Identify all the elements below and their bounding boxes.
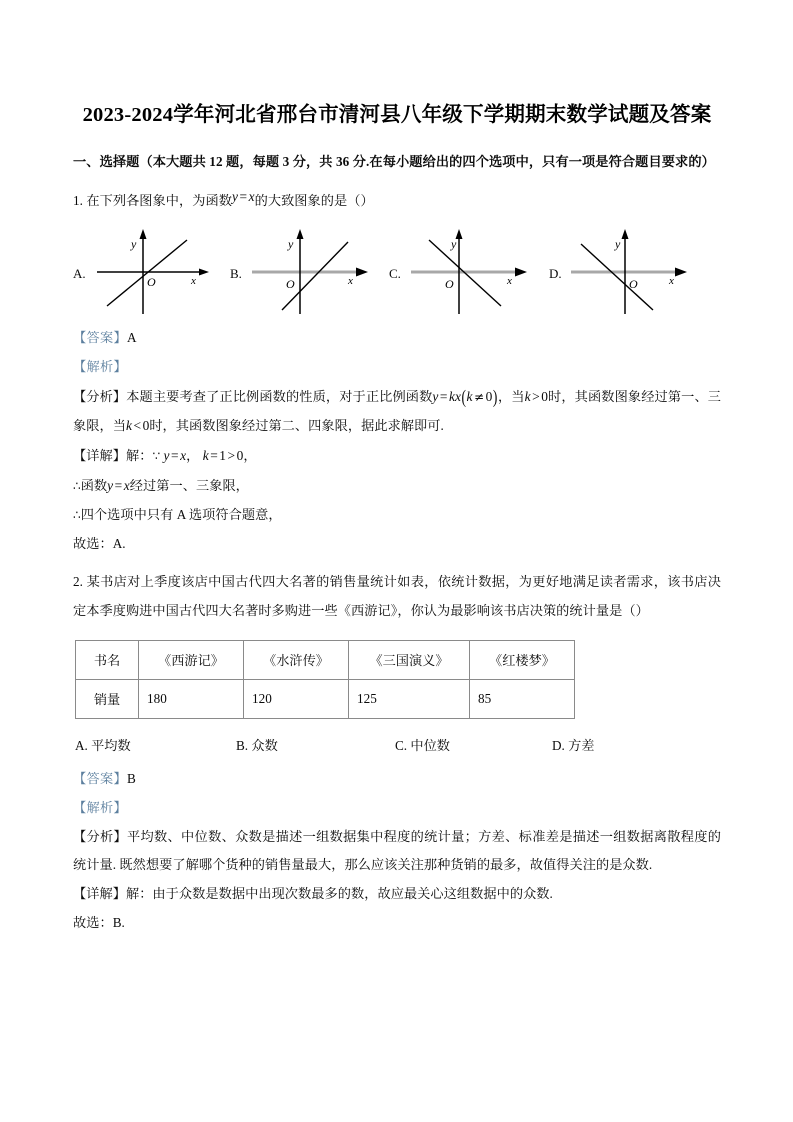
graph-option-b[interactable] <box>230 226 380 318</box>
svg-text:x: x <box>669 275 674 288</box>
question-1-fenxi <box>73 382 721 442</box>
svg-text:O: O <box>629 277 638 292</box>
because-icon: ∵ <box>152 449 161 464</box>
page-title: 2023-2024学年河北省邢台市清河县八年级下学期期末数学试题及答案 <box>82 104 712 126</box>
graph-option-d-label: D. <box>549 266 562 282</box>
table-cell-book-1: 《水浒传》 <box>244 640 349 679</box>
question-1-stem-after: 的大致图象的是（） <box>254 193 374 209</box>
graph-option-a[interactable] <box>73 226 223 318</box>
choice-a-key: A. <box>75 737 88 753</box>
question-2-fenxi-tag: 【分析】 <box>73 828 128 844</box>
question-1-xiangjie-line2-math: y = x <box>107 478 130 494</box>
graph-option-c[interactable] <box>389 226 539 318</box>
graph-option-c-label: C. <box>389 266 401 282</box>
page-content <box>73 96 721 938</box>
svg-text:O: O <box>445 277 454 292</box>
table-row-header <box>76 640 575 679</box>
question-2-answer-tag: 【答案】 <box>73 770 127 786</box>
choice-c[interactable] <box>395 735 450 754</box>
svg-text:y: y <box>615 237 621 252</box>
choice-b-label: 众数 <box>251 737 278 753</box>
analysis-label: 【解析】 <box>73 358 127 374</box>
section-heading: 一、选择题（本大题共 12 题，每题 3 分，共 36 分.在每小题给出的四个选项中，只有一项是符合题目要求的） <box>73 153 715 169</box>
question-1-xiangjie-line2-before: 函数 <box>80 478 108 494</box>
question-2-stem-text: 某书店对上季度该店中国古代四大名著的销售量统计如表，依统计数据，为更好地满足读者需求，该书店决定本季度购进中国古代四大名著时多购进一些《西游记》，你认为最影响该书店决策的统计量是（） <box>73 574 721 619</box>
question-2-stem <box>73 568 721 626</box>
table-cell-sales-1: 120 <box>244 679 349 718</box>
table-cell-sales-0: 180 <box>139 679 244 718</box>
svg-text:O: O <box>286 277 295 292</box>
question-1-fenxi-math-1: y = kx(k ≠ 0) <box>432 385 498 408</box>
question-1-figures <box>73 226 721 318</box>
question-1-xiangjie-math-2: k = 1 > 0 <box>202 448 244 464</box>
question-1-fenxi-tag: 【分析】 <box>73 388 127 404</box>
therefore-icon: ∴ <box>73 479 81 494</box>
question-1-xiangjie-line-2 <box>73 471 721 501</box>
question-2-xiangjie <box>73 880 721 909</box>
table-cell-book-3: 《红楼梦》 <box>470 640 575 679</box>
choice-c-label: 中位数 <box>410 737 450 753</box>
svg-text:O: O <box>147 275 156 290</box>
question-1-xiangjie-line-3 <box>73 501 721 530</box>
question-1-number: 1. <box>73 193 83 209</box>
graph-option-c-axes <box>407 226 535 318</box>
graph-option-d-axes <box>567 226 695 318</box>
question-1-stem-before: 在下列各图象中，为函数 <box>86 193 232 209</box>
graph-option-a-label: A. <box>73 266 86 282</box>
svg-text:y: y <box>288 237 294 252</box>
question-1-fenxi-text-2: ，当 <box>497 388 525 404</box>
graph-option-b-label: B. <box>230 266 242 282</box>
question-2-conclusion: 故选：B. <box>73 914 125 930</box>
question-1-xiangjie-tag: 【详解】 <box>73 448 126 464</box>
svg-text:x: x <box>348 275 353 288</box>
question-2-choices <box>73 735 721 765</box>
table-cell-book-2: 《三国演义》 <box>349 640 470 679</box>
svg-text:y: y <box>451 237 457 252</box>
choice-a[interactable] <box>75 735 131 754</box>
svg-text:x: x <box>507 275 512 288</box>
question-1-stem-math: y = x <box>231 189 255 205</box>
question-2-xiangjie-tag: 【详解】 <box>73 886 126 902</box>
graph-option-d[interactable] <box>549 226 699 318</box>
table-cell-book-0: 《西游记》 <box>139 640 244 679</box>
question-1-conclusion: 故选：A. <box>73 535 126 551</box>
question-1-fenxi-text-4: 时，其函数图象经过第二、四象限，据此求解即可. <box>149 418 444 434</box>
question-2-number: 2. <box>73 574 83 590</box>
svg-text:y: y <box>131 237 137 252</box>
question-1-xiangjie-lead: 解： <box>125 448 153 464</box>
choice-b[interactable] <box>236 735 278 754</box>
table-cell-sales-3: 85 <box>470 679 575 718</box>
graph-option-b-axes <box>248 226 376 318</box>
question-1-analysis-tag <box>73 353 721 382</box>
question-1-fenxi-math-2: k > 0 <box>524 388 548 404</box>
table-row-sales <box>76 679 575 718</box>
choice-a-label: 平均数 <box>91 737 131 753</box>
question-1-fenxi-text-1: 本题主要考查了正比例函数的性质，对于正比例函数 <box>126 388 433 404</box>
question-1-stem <box>73 186 721 216</box>
question-2-answer <box>73 765 721 794</box>
question-1-xiangjie-line2-after: 经过第一、三象限， <box>129 478 249 494</box>
question-1-answer-tag: 【答案】 <box>73 330 127 346</box>
choice-c-key: C. <box>395 737 408 753</box>
table-row-label-name: 书名 <box>76 640 139 679</box>
table-cell-sales-2: 125 <box>349 679 470 718</box>
choice-b-key: B. <box>236 737 249 753</box>
choice-d-label: 方差 <box>568 737 595 753</box>
question-2-analysis-tag <box>73 794 721 823</box>
question-2-xiangjie-text: 解：由于众数是数据中出现次数最多的数，故应最关心这组数据中的众数. <box>125 886 553 902</box>
sales-table <box>75 640 575 719</box>
question-1-answer <box>73 324 721 353</box>
question-1-answer-value: A <box>126 330 137 346</box>
table-row-label-sales: 销量 <box>76 679 139 718</box>
graph-option-a-axes <box>91 226 219 318</box>
svg-text:x: x <box>191 275 196 288</box>
question-1-fenxi-text-3: 时，其函数图象经过第一、三象限，当 <box>73 388 721 434</box>
question-2-fenxi-text: 平均数、中位数、众数是描述一组数据集中程度的统计量；方差、标准差是描述一组数据离散程度的统计量. 既然想要了解哪个货种的销售量最大，那么应该关注那种货销的最多，故值得关注的是众数. <box>73 828 721 873</box>
choice-d-key: D. <box>552 737 565 753</box>
question-1-xiangjie-math-1: y = x <box>163 448 187 464</box>
question-1-xiangjie-line-1: 【详解】解：∵ y = x， k = 1 > 0， <box>73 448 257 464</box>
question-2-answer-value: B <box>126 770 136 786</box>
question-1-xiangjie-line3-text: 四个选项中只有 A 选项符合题意， <box>80 506 282 522</box>
analysis-label-2: 【解析】 <box>73 799 127 815</box>
choice-d[interactable] <box>552 735 595 754</box>
therefore-icon-2: ∴ <box>73 507 81 522</box>
question-2-fenxi <box>73 823 721 881</box>
question-1-fenxi-math-3: k < 0 <box>125 418 150 434</box>
